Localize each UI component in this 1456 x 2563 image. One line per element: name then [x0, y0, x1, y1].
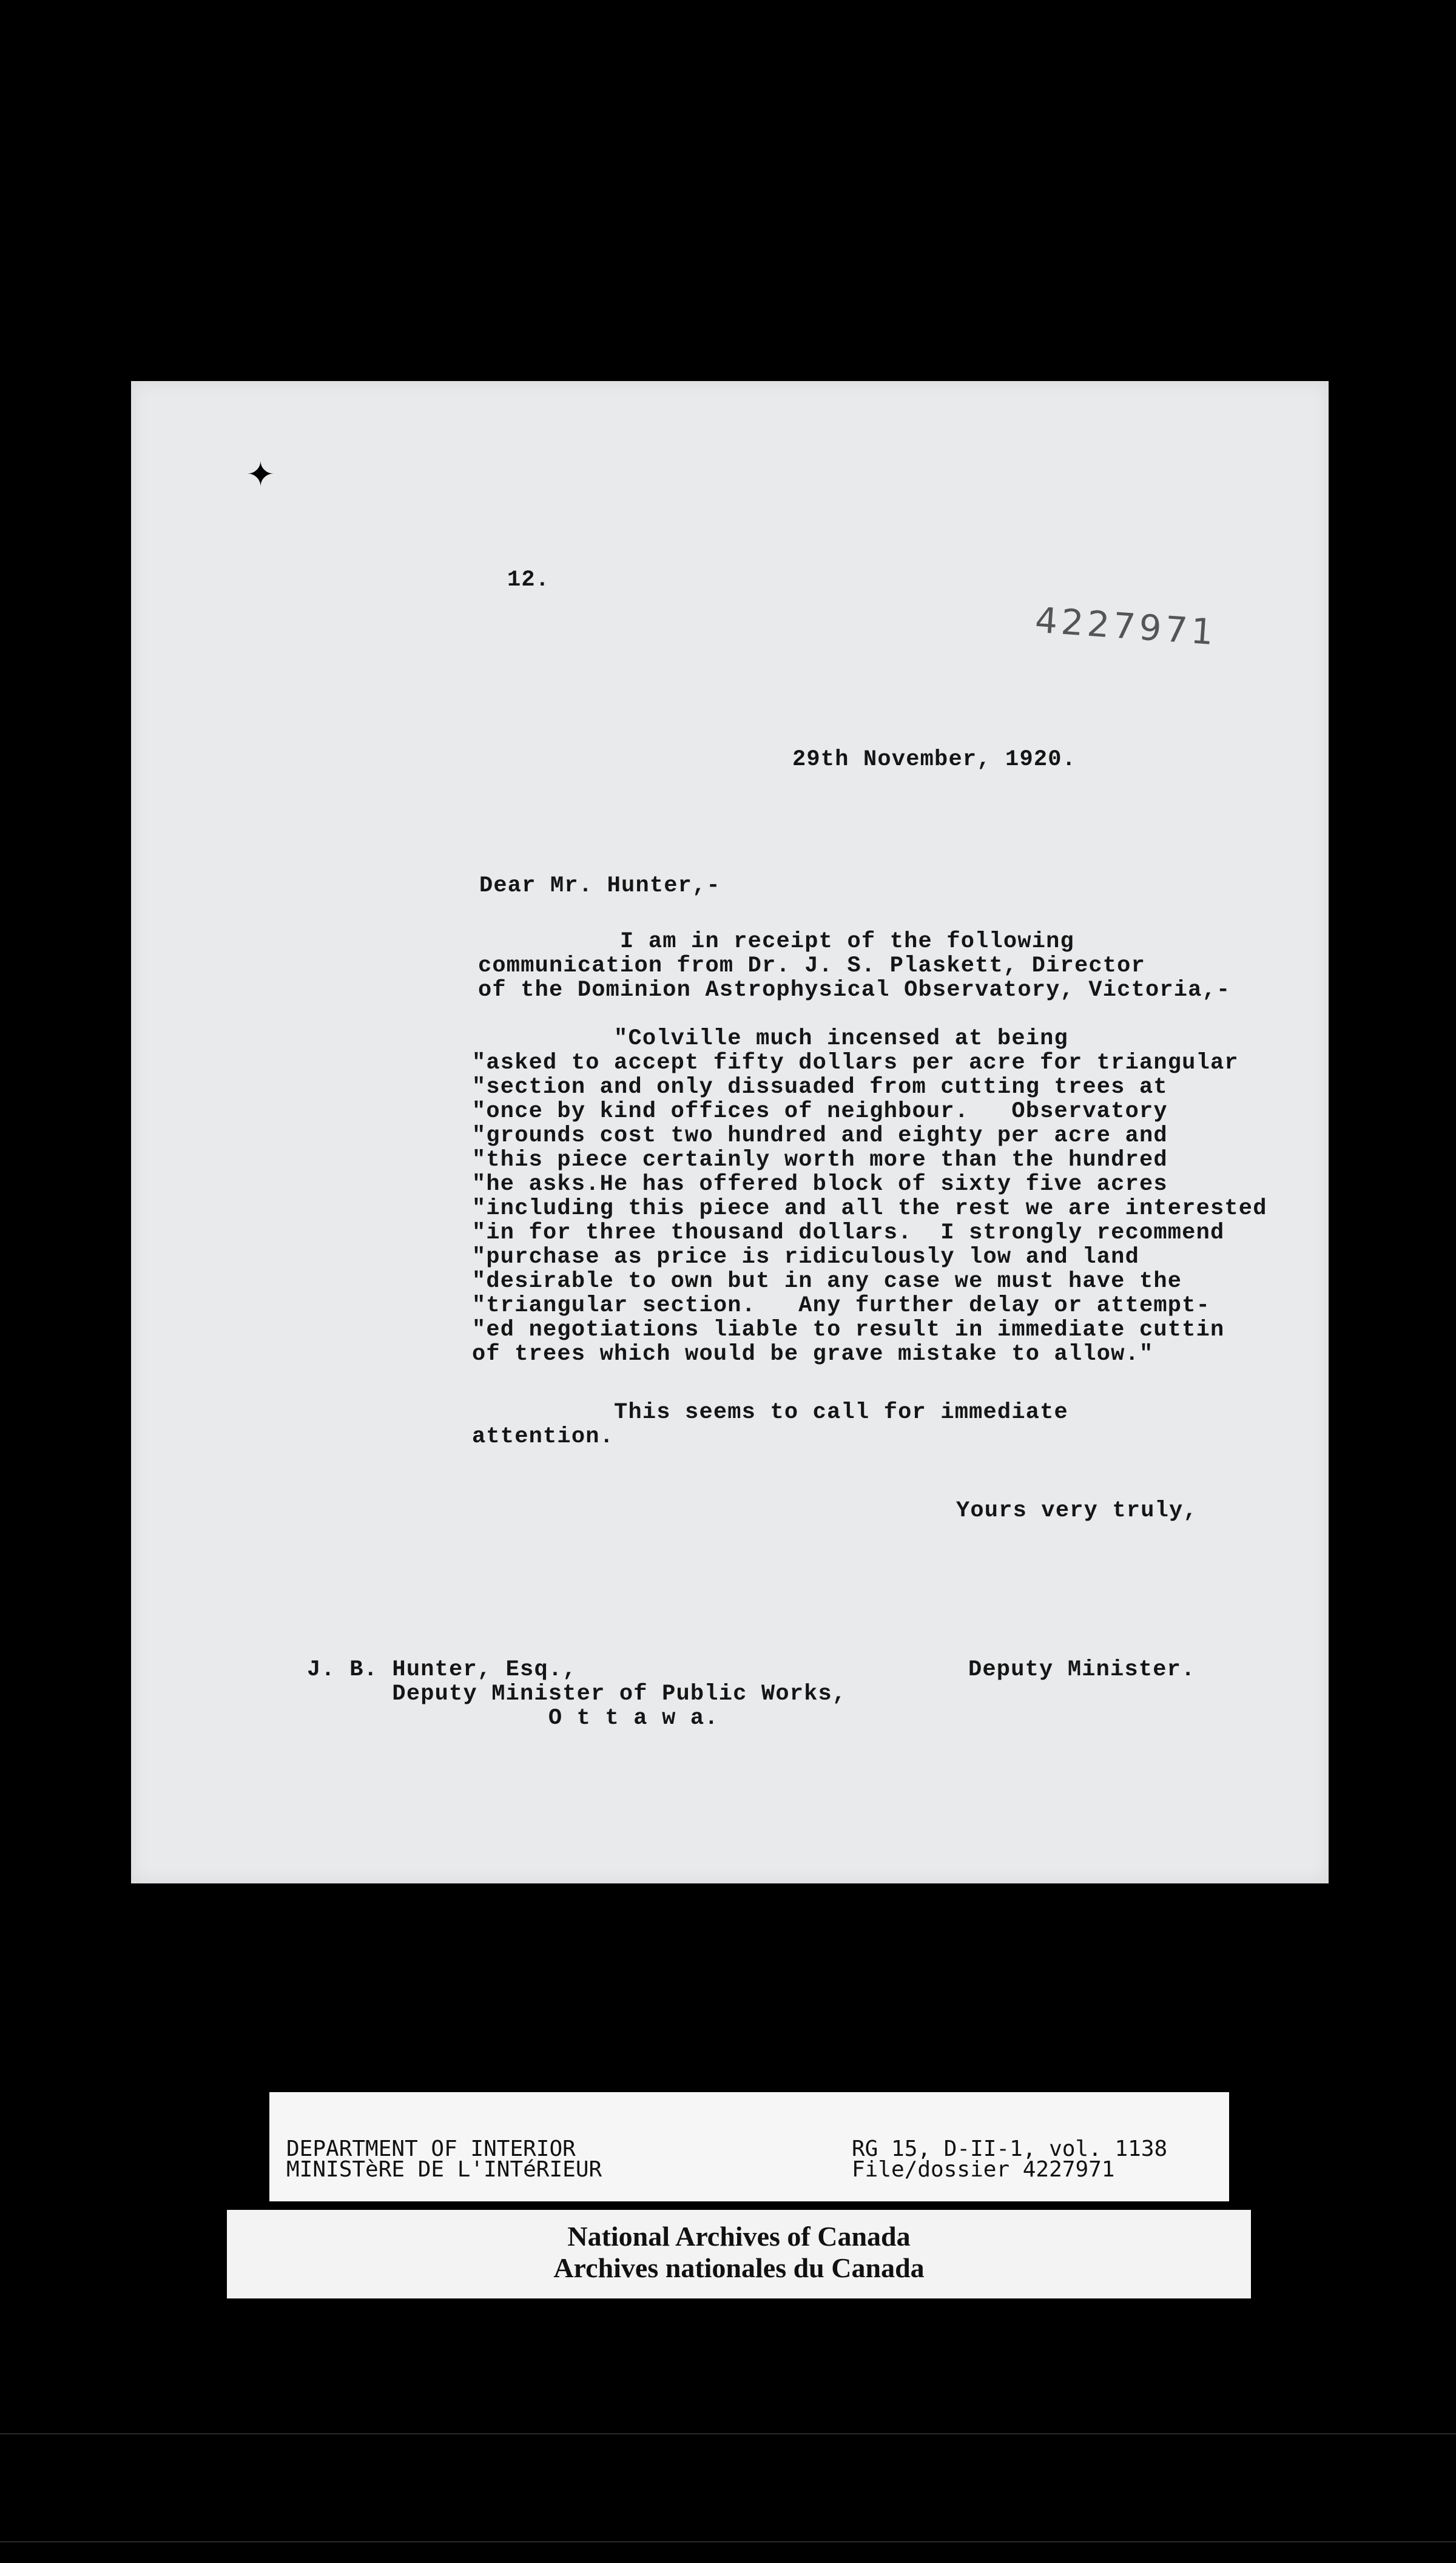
hole-punch-mark: ✦: [246, 455, 275, 495]
valediction: Yours very truly,: [956, 1498, 1198, 1524]
quote-line: "including this piece and all the rest we are interested: [472, 1196, 1267, 1221]
handwritten-file-number: 4227971: [1033, 599, 1219, 653]
department-french: MINISTèRE DE L'INTéRIEUR: [286, 2157, 602, 2182]
divider-line: [0, 2541, 1456, 2542]
quote-line: "he asks.He has offered block of sixty five acres: [472, 1172, 1168, 1197]
intro-line: of the Dominion Astrophysical Observatory, Victoria,-: [478, 978, 1231, 1003]
quote-line: "section and only dissuaded from cutting trees at: [472, 1075, 1168, 1100]
closing-paragraph: [472, 1400, 1068, 1449]
quote-line: "ed negotiations liable to result in immediate cuttin: [472, 1317, 1225, 1343]
signatory-title: Deputy Minister.: [968, 1657, 1196, 1683]
intro-line: communication from Dr. J. S. Plaskett, Director: [478, 953, 1145, 979]
quoted-telegram: [472, 1027, 1267, 1366]
addressee-line: O t t a w a.: [307, 1706, 719, 1731]
letter-page: [131, 381, 1329, 1883]
quote-line: "in for three thousand dollars. I strongly recommend: [472, 1220, 1225, 1246]
file-dossier-number: File/dossier 4227971: [852, 2157, 1115, 2182]
quote-line: "this piece certainly worth more than the hundred: [472, 1147, 1168, 1173]
quote-line: "Colville much incensed at being: [472, 1026, 1068, 1052]
page-number: 12.: [507, 567, 550, 593]
intro-paragraph: [478, 930, 1230, 1002]
archives-name-french: Archives nationales du Canada: [553, 2252, 925, 2283]
closing-line: This seems to call for immediate: [472, 1400, 1068, 1425]
divider-line: [0, 2433, 1456, 2434]
quote-line: "triangular section. Any further delay or attempt-: [472, 1293, 1210, 1319]
quote-line: "asked to accept fifty dollars per acre for triangular: [472, 1050, 1239, 1076]
quote-line: "once by kind offices of neighbour. Observatory: [472, 1099, 1168, 1124]
record-group-reference: RG 15, D-II-1, vol. 1138: [852, 2136, 1168, 2161]
addressee-block: [307, 1658, 846, 1731]
quote-line: of trees which would be grave mistake to allow.": [472, 1342, 1154, 1367]
intro-line: I am in receipt of the following: [478, 929, 1074, 954]
closing-line: attention.: [472, 1424, 615, 1450]
salutation: Dear Mr. Hunter,-: [479, 873, 721, 899]
quote-line: "desirable to own but in any case we must have the: [472, 1269, 1182, 1294]
addressee-line: J. B. Hunter, Esq.,: [307, 1657, 577, 1683]
department-english: DEPARTMENT OF INTERIOR: [286, 2136, 576, 2161]
letter-date: 29th November, 1920.: [792, 747, 1077, 772]
archive-reference-label: [269, 2092, 1229, 2201]
national-archives-banner: [227, 2210, 1251, 2298]
quote-line: "grounds cost two hundred and eighty per acre and: [472, 1123, 1168, 1149]
quote-line: "purchase as price is ridiculously low and land: [472, 1244, 1139, 1270]
archives-name-english: National Archives of Canada: [567, 2221, 911, 2252]
addressee-line: Deputy Minister of Public Works,: [307, 1681, 847, 1707]
